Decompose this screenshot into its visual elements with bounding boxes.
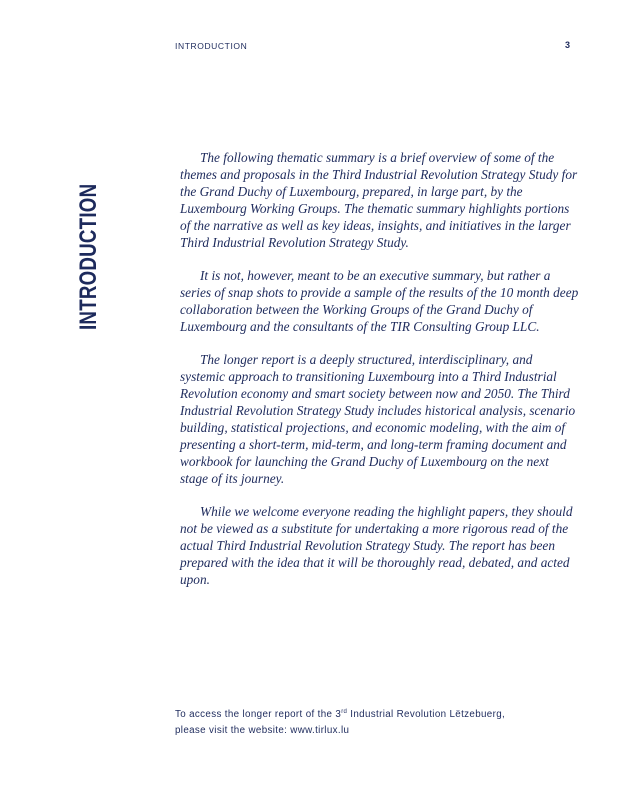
page-number: 3 <box>565 40 571 50</box>
footer-note <box>175 707 595 739</box>
footer-line-2[interactable]: please visit the website: www.tirlux.lu <box>175 725 350 736</box>
paragraph-3: The longer report is a deeply structured, interdisciplinary, and systemic approach to transitioning Luxembourg into a Third Industrial Revolution economy and smart society between now and 2050. The Third Industrial Revolution Strategy Study includes historical analysis, scenario building, statistical projections, and economic modeling, with the aim of presenting a short-term, mid-term, and long-term framing document and workbook for launching the Grand Duchy of Luxembourg on the next stage of its journey. <box>180 352 576 486</box>
footer-line-1 <box>175 707 595 723</box>
header-section-label: INTRODUCTION <box>175 41 248 51</box>
paragraph-2: It is not, however, meant to be an executive summary, but rather a series of snap shots to provide a sample of the results of the 10 month deep collaboration between the Working Groups of the Grand Duchy of Luxembourg and the consultants of the TIR Consulting Group LLC. <box>180 268 579 334</box>
footer-line-1-sup: rd <box>341 709 348 715</box>
paragraph-4: While we welcome everyone reading the highlight papers, they should not be viewed as a substitute for undertaking a more rigorous read of the actual Third Industrial Revolution Strategy Study. The report has been prepared with the idea that it will be thoroughly read, debated, and acted upon. <box>180 504 573 587</box>
side-title <box>75 130 103 330</box>
footer-line-1-before: To access the longer report of the 3 <box>175 709 342 720</box>
side-title-text: INTRODUCTION <box>75 183 102 330</box>
paragraph-1: The following thematic summary is a brief overview of some of the themes and proposals in the Third Industrial Revolution Strategy Study for the Grand Duchy of Luxembourg, prepared, in large part, by the Luxembourg Working Groups. The thematic summary highlights portions of the narrative as well as key ideas, insights, and initiatives in the larger Third Industrial Revolution Strategy Study. <box>180 150 578 250</box>
footer-line-1-after: Industrial Revolution Lëtzebuerg, <box>347 709 506 720</box>
body-text <box>180 149 580 604</box>
